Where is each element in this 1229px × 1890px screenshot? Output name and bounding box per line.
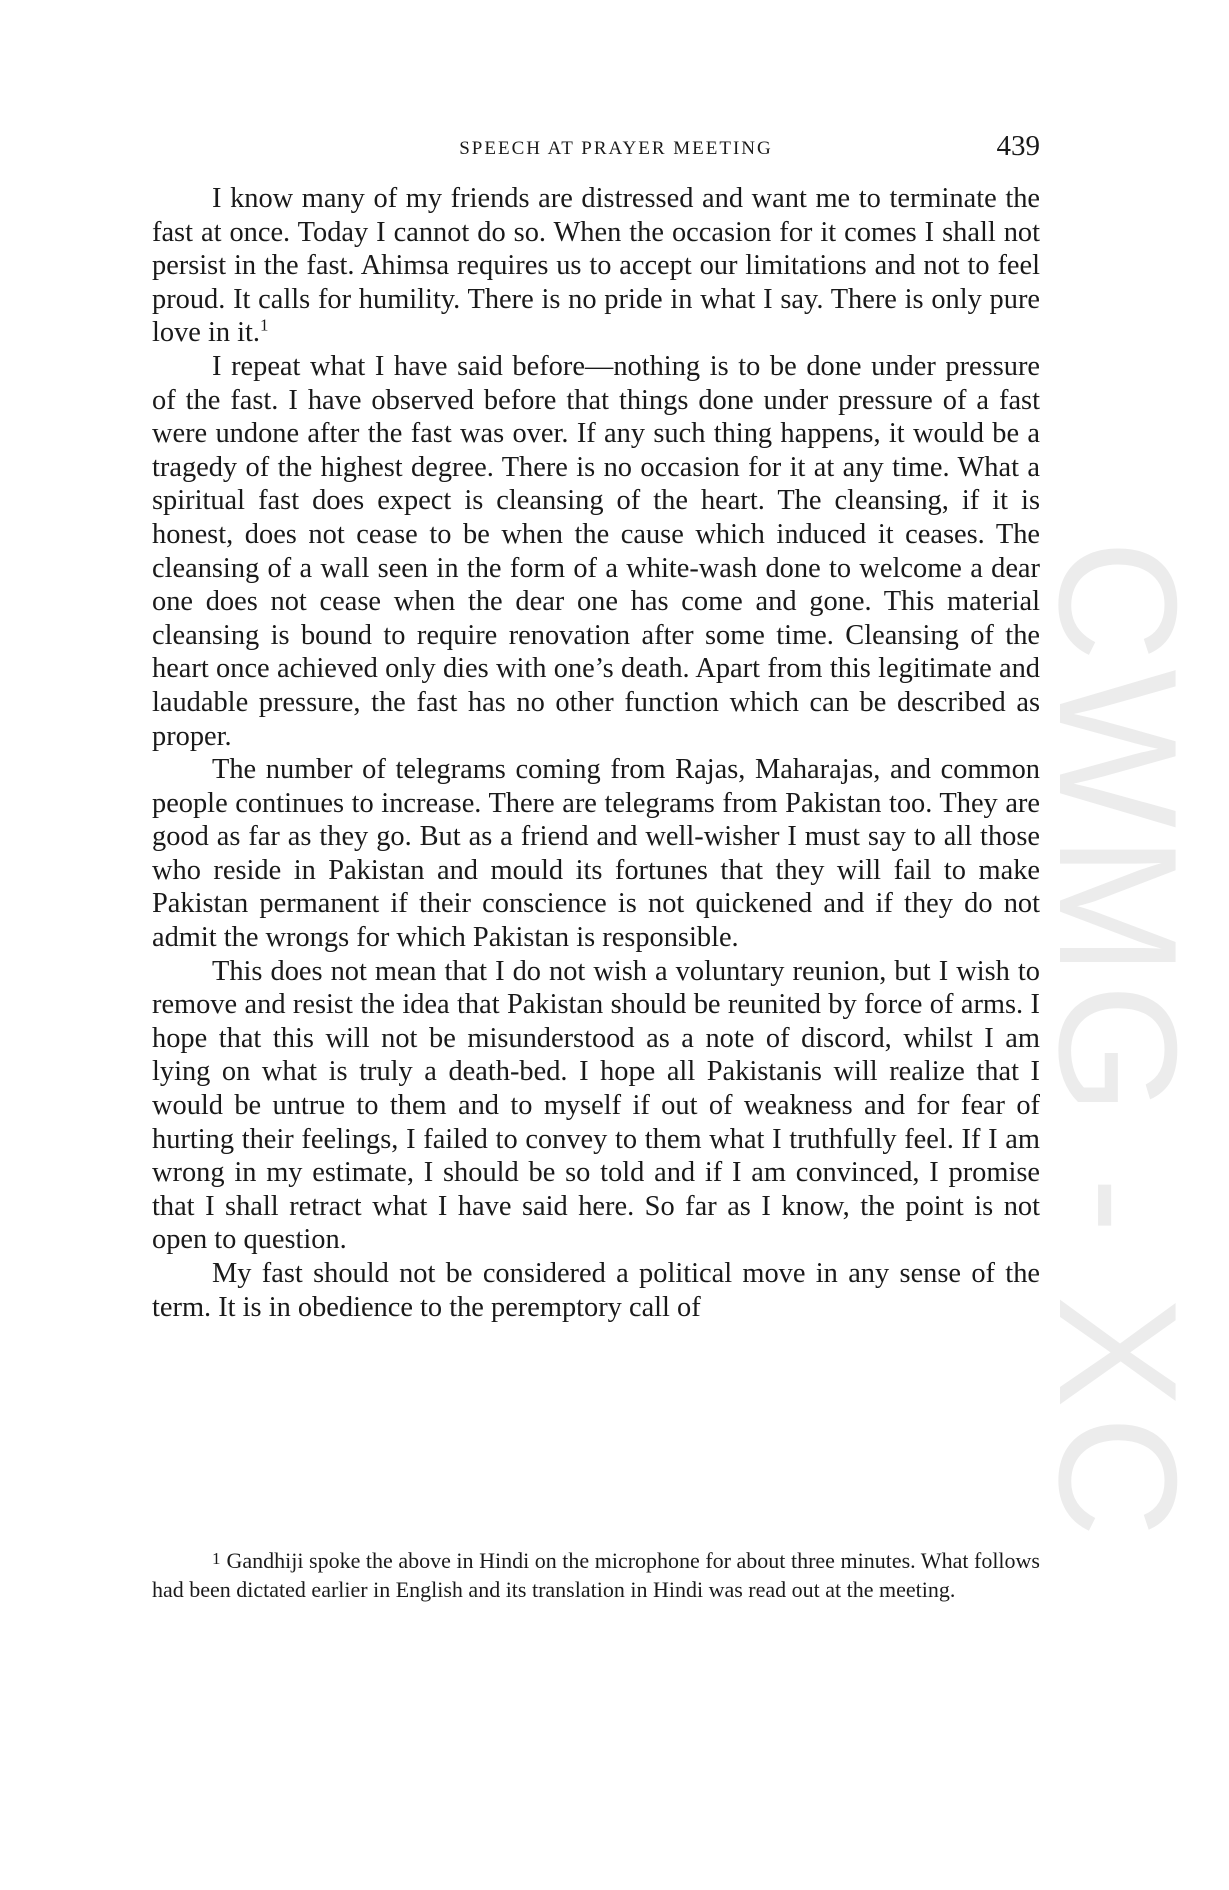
body-text [152,182,1040,1324]
page-header [156,130,1040,170]
paragraph-text: I know many of my friends are distressed and want me to terminate the fast at once. Today I cannot do so. When the occasion for it comes I shall not persist in the fast. Ahimsa requires us to accept our limitations and not to feel proud. It calls for humility. There is no pride in what I say. There is only pure love in it. [152,183,1040,349]
footnote-mark: 1 [212,1549,221,1568]
paragraph-2: I repeat what I have said before—nothing is to be done under pressure of the fast. I have observed before that things done under pressure of a fast were undone after the fast was over. If any such thing happens, it would be a tragedy of the highest degree. There is no occasion for it at any time. What a spiritual fast does expect is cleansing of the heart. The cleansing, if it is honest, does not cease to be when the cause which induced it ceases. The cleansing of a wall seen in the form of a white-wash done to welcome a dear one does not cease when the dear one has come and gone. This material cleansing is bound to require renovation after some time. Cleansing of the heart once achieved only dies with one’s death. Apart from this legitimate and laudable pressure, the fast has no other function which can be described as proper. [152,350,1040,752]
running-head: SPEECH AT PRAYER MEETING [459,138,773,159]
footnote-text: Gandhiji spoke the above in Hindi on the microphone for about three minutes. What follows had been dictated earlier in English and its translation in Hindi was read out at the meeting. [152,1548,1040,1602]
footnote [152,1546,1040,1604]
page-number: 439 [996,130,1040,162]
paragraph-1 [152,182,1040,350]
watermark-text: CWMG - XC [1024,540,1212,1546]
watermark [1024,540,1212,1546]
paragraph-3: The number of telegrams coming from Rajas, Maharajas, and common people continues to increase. There are telegrams from Pakistan too. They are good as far as they go. But as a friend and well-wisher I must say to all those who reside in Pakistan and mould its fortunes that they will fail to make Pakistan permanent if their conscience is not quickened and if they do not admit the wrongs for which Pakistan is responsible. [152,754,1040,954]
paragraph-4: This does not mean that I do not wish a voluntary reunion, but I wish to remove and resist the idea that Pakistan should be reunited by force of arms. I hope that this will not be misunderstood as a note of discord, whilst I am lying on what is truly a death-bed. I hope all Pakistanis will realize that I would be untrue to them and to myself if out of weakness and for fear of hurting their feelings, I failed to convey to them what I truthfully feel. If I am wrong in my estimate, I should be so told and if I am convinced, I promise that I shall retract what I have said here. So far as I know, the point is not open to question. [152,955,1040,1256]
paragraph-5: My fast should not be considered a political move in any sense of the term. It is in obedience to the peremptory call of [152,1258,1040,1323]
footnote-reference: 1 [260,315,269,335]
footnotes [152,1546,1040,1604]
